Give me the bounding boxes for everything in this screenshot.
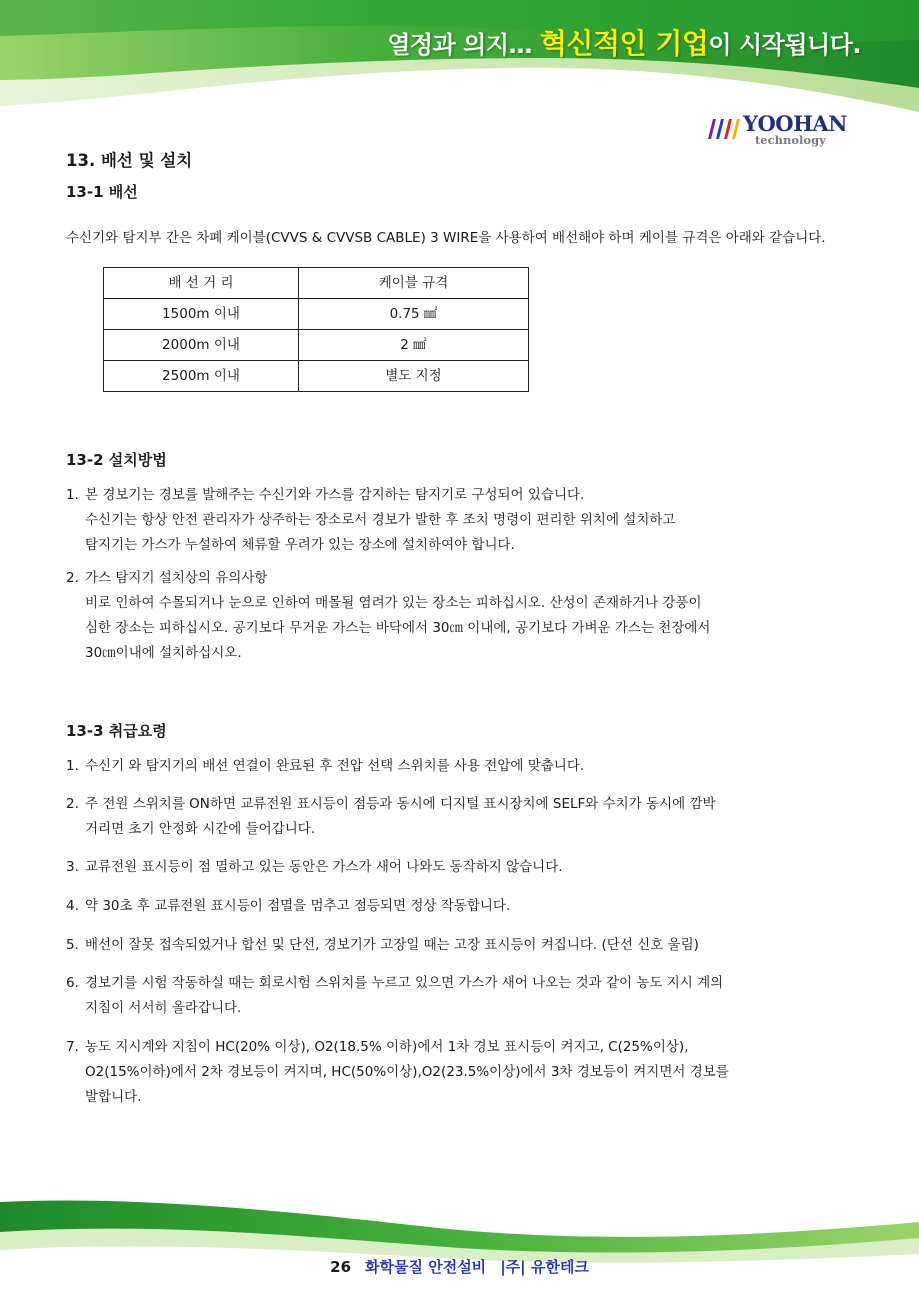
list-item-number: 3. (66, 859, 79, 875)
list-item-line: O2(15%이하)에서 2차 경보등이 켜지며, HC(50%이상),O2(23.5%이상)에서 3차 경보등이 켜지면서 경보를 (85, 1064, 729, 1080)
list-item-line: 30㎝이내에 설치하십시오. (85, 645, 242, 661)
list-item-line: 약 30초 후 교류전원 표시등이 점멸을 멈추고 점등되면 정상 작동합니다. (85, 898, 511, 914)
main-content (66, 148, 856, 1110)
subsection-title-installation: 13-2 설치방법 (66, 451, 167, 469)
list-item-line: 발합니다. (85, 1089, 142, 1105)
list-item-line: 본 경보기는 경보를 발해주는 수신기와 가스를 감지하는 탐지기로 구성되어 있습니다. (85, 487, 585, 503)
handling-list (66, 754, 856, 1110)
list-item-number: 1. (66, 487, 79, 503)
list-item-line: 심한 장소는 피하십시오. 공기보다 무거운 가스는 바닥에서 30㎝ 이내에, 공기보다 가벼운 가스는 천장에서 (85, 620, 711, 636)
table-cell: 2000m 이내 (104, 330, 299, 361)
list-item-number: 5. (66, 937, 79, 953)
list-item (66, 933, 856, 958)
list-item-line: 배선이 잘못 접속되었거나 합선 및 단선, 경보기가 고장일 때는 고장 표시등이 켜집니다. (단선 신호 울림) (85, 937, 699, 953)
list-item-line: 탐지기는 가스가 누설하여 체류할 우려가 있는 장소에 설치하여야 합니다. (85, 537, 515, 553)
list-item-number: 2. (66, 796, 79, 812)
list-item (66, 566, 856, 666)
table-header-cell: 배 선 거 리 (104, 268, 299, 299)
list-item-line: 경보기를 시험 작동하실 때는 회로시험 스위치를 누르고 있으면 가스가 새어 나오는 것과 같이 농도 지시 계의 (85, 975, 724, 991)
list-item-line: 비로 인하여 수몰되거나 눈으로 인하여 매몰될 염려가 있는 장소는 피하십시오. 산성이 존재하거나 강풍이 (85, 595, 702, 611)
list-item-line: 거리면 초기 안정화 시간에 들어갑니다. (85, 821, 316, 837)
list-item (66, 754, 856, 779)
table-cell: 2500m 이내 (104, 361, 299, 392)
list-item-line: 가스 탐지기 설치상의 유의사항 (85, 570, 268, 586)
cable-spec-table (103, 267, 529, 392)
subsection-title-handling: 13-3 취급요령 (66, 722, 167, 740)
table-row (104, 330, 529, 361)
list-item-number: 6. (66, 975, 79, 991)
slogan-highlight: 혁신적인 기업 (539, 27, 709, 60)
list-item-line: 주 전원 스위치를 ON하면 교류전원 표시등이 점등과 동시에 디지털 표시장치에 SELF와 수치가 동시에 깜박 (85, 796, 716, 812)
wiring-intro: 수신기와 탐지부 간은 차폐 케이블(CVVS & CVVSB CABLE) 3 WIRE을 사용하여 배선해야 하며 케이블 규격은 아래와 같습니다. (66, 230, 826, 246)
header-slogan (387, 22, 861, 62)
list-item-line: 지침이 서서히 올라갑니다. (85, 1000, 242, 1016)
list-item-line: 교류전원 표시등이 점 멸하고 있는 동안은 가스가 새어 나와도 동작하지 않습니다. (85, 859, 563, 875)
list-item (66, 1035, 856, 1110)
list-item-line: 농도 지시계와 지침이 HC(20% 이상), O2(18.5% 이하)에서 1차 경보 표시등이 켜지고, C(25%이상), (85, 1039, 689, 1055)
table-row (104, 361, 529, 392)
list-item-number: 7. (66, 1039, 79, 1055)
list-item (66, 971, 856, 1021)
list-item (66, 855, 856, 880)
footer-company: |주| 유한테크 (500, 1258, 589, 1276)
slogan-prefix: 열정과 의지… (387, 31, 540, 59)
list-item-number: 4. (66, 898, 79, 914)
table-header-cell: 케이블 규격 (299, 268, 529, 299)
page-number: 26 (330, 1258, 352, 1276)
table-cell: 1500m 이내 (104, 299, 299, 330)
list-item (66, 792, 856, 842)
list-item (66, 894, 856, 919)
company-logo (707, 111, 852, 153)
list-item (66, 483, 856, 558)
section-title: 13. 배선 및 설치 (66, 151, 193, 170)
table-cell: 2 ㎟ (299, 330, 529, 361)
table-cell: 별도 지정 (299, 361, 529, 392)
footer-banner (0, 1192, 919, 1300)
list-item-line: 수신기 와 탐지기의 배선 연결이 완료된 후 전압 선택 스위치를 사용 전압에 맞춥니다. (85, 758, 585, 774)
slogan-suffix: 이 시작됩니다. (708, 31, 861, 59)
list-item-number: 1. (66, 758, 79, 774)
table-row (104, 299, 529, 330)
table-cell: 0.75 ㎟ (299, 299, 529, 330)
logo-subtitle: technology (755, 133, 826, 147)
list-item-number: 2. (66, 570, 79, 586)
page-footer (0, 1256, 919, 1277)
logo-stripes-icon (707, 115, 743, 141)
table-header-row (104, 268, 529, 299)
logo-wordmark: YOOHAN (743, 111, 847, 136)
list-item-line: 수신기는 항상 안전 관리자가 상주하는 장소로서 경보가 발한 후 조치 명령이 편리한 위치에 설치하고 (85, 512, 676, 528)
installation-list (66, 483, 856, 666)
footer-title: 화학물질 안전설비 (365, 1258, 487, 1276)
subsection-title-wiring: 13-1 배선 (66, 183, 138, 201)
